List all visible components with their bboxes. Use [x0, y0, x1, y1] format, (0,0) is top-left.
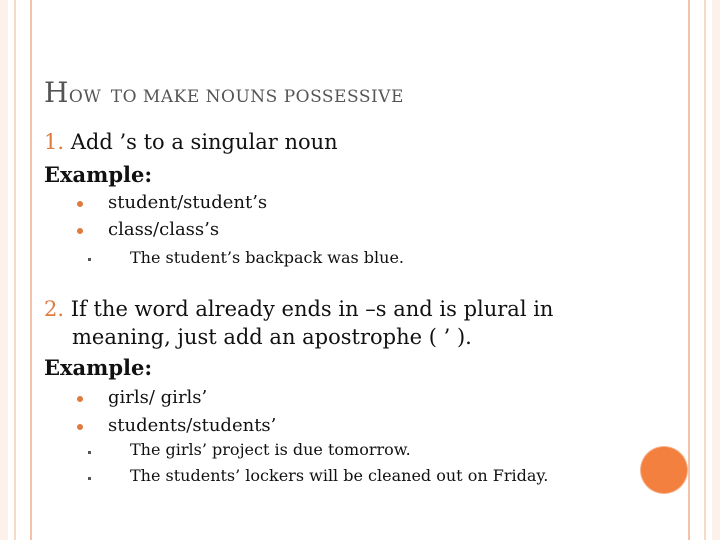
rule-2-text: If the word already ends in –s and is plural in — [70, 297, 554, 321]
bullet-icon — [77, 424, 83, 430]
title-initial: H — [44, 76, 69, 109]
right-decorative-border — [688, 0, 720, 540]
sub-bullet-icon — [88, 477, 91, 480]
example-1-label: Example: — [44, 162, 153, 187]
example-1-item: class/class’s — [108, 219, 220, 240]
example-2-item: students/students’ — [108, 415, 277, 436]
sub-bullet-icon — [88, 258, 91, 261]
example-1-item: student/student’s — [108, 192, 268, 213]
left-decorative-border — [0, 0, 32, 540]
title-rest-b: TO MAKE NOUNS POSSESSIVE — [110, 87, 404, 107]
example-2-label: Example: — [44, 355, 153, 380]
bullet-icon — [77, 396, 83, 402]
slide-title — [44, 76, 404, 109]
title-rest-a: OW — [68, 87, 102, 107]
example-2-sentence: The students’ lockers will be cleaned out on Friday. — [130, 466, 549, 485]
decorative-circle — [641, 447, 687, 493]
rule-1 — [44, 130, 338, 154]
sub-bullet-icon — [88, 451, 91, 454]
bullet-icon — [77, 201, 83, 207]
example-2-item: girls/ girls’ — [108, 387, 208, 408]
example-2-sentence: The girls’ project is due tomorrow. — [130, 440, 411, 459]
bullet-icon — [77, 228, 83, 234]
rule-2-number: 2. — [44, 297, 65, 321]
rule-2-line-2: meaning, just add an apostrophe ( ’ ). — [72, 325, 472, 349]
rule-1-text: Add ’s to a singular noun — [70, 130, 338, 154]
example-1-sentence: The student’s backpack was blue. — [130, 248, 405, 267]
rule-2-line-1 — [44, 297, 553, 321]
rule-1-number: 1. — [44, 130, 65, 154]
